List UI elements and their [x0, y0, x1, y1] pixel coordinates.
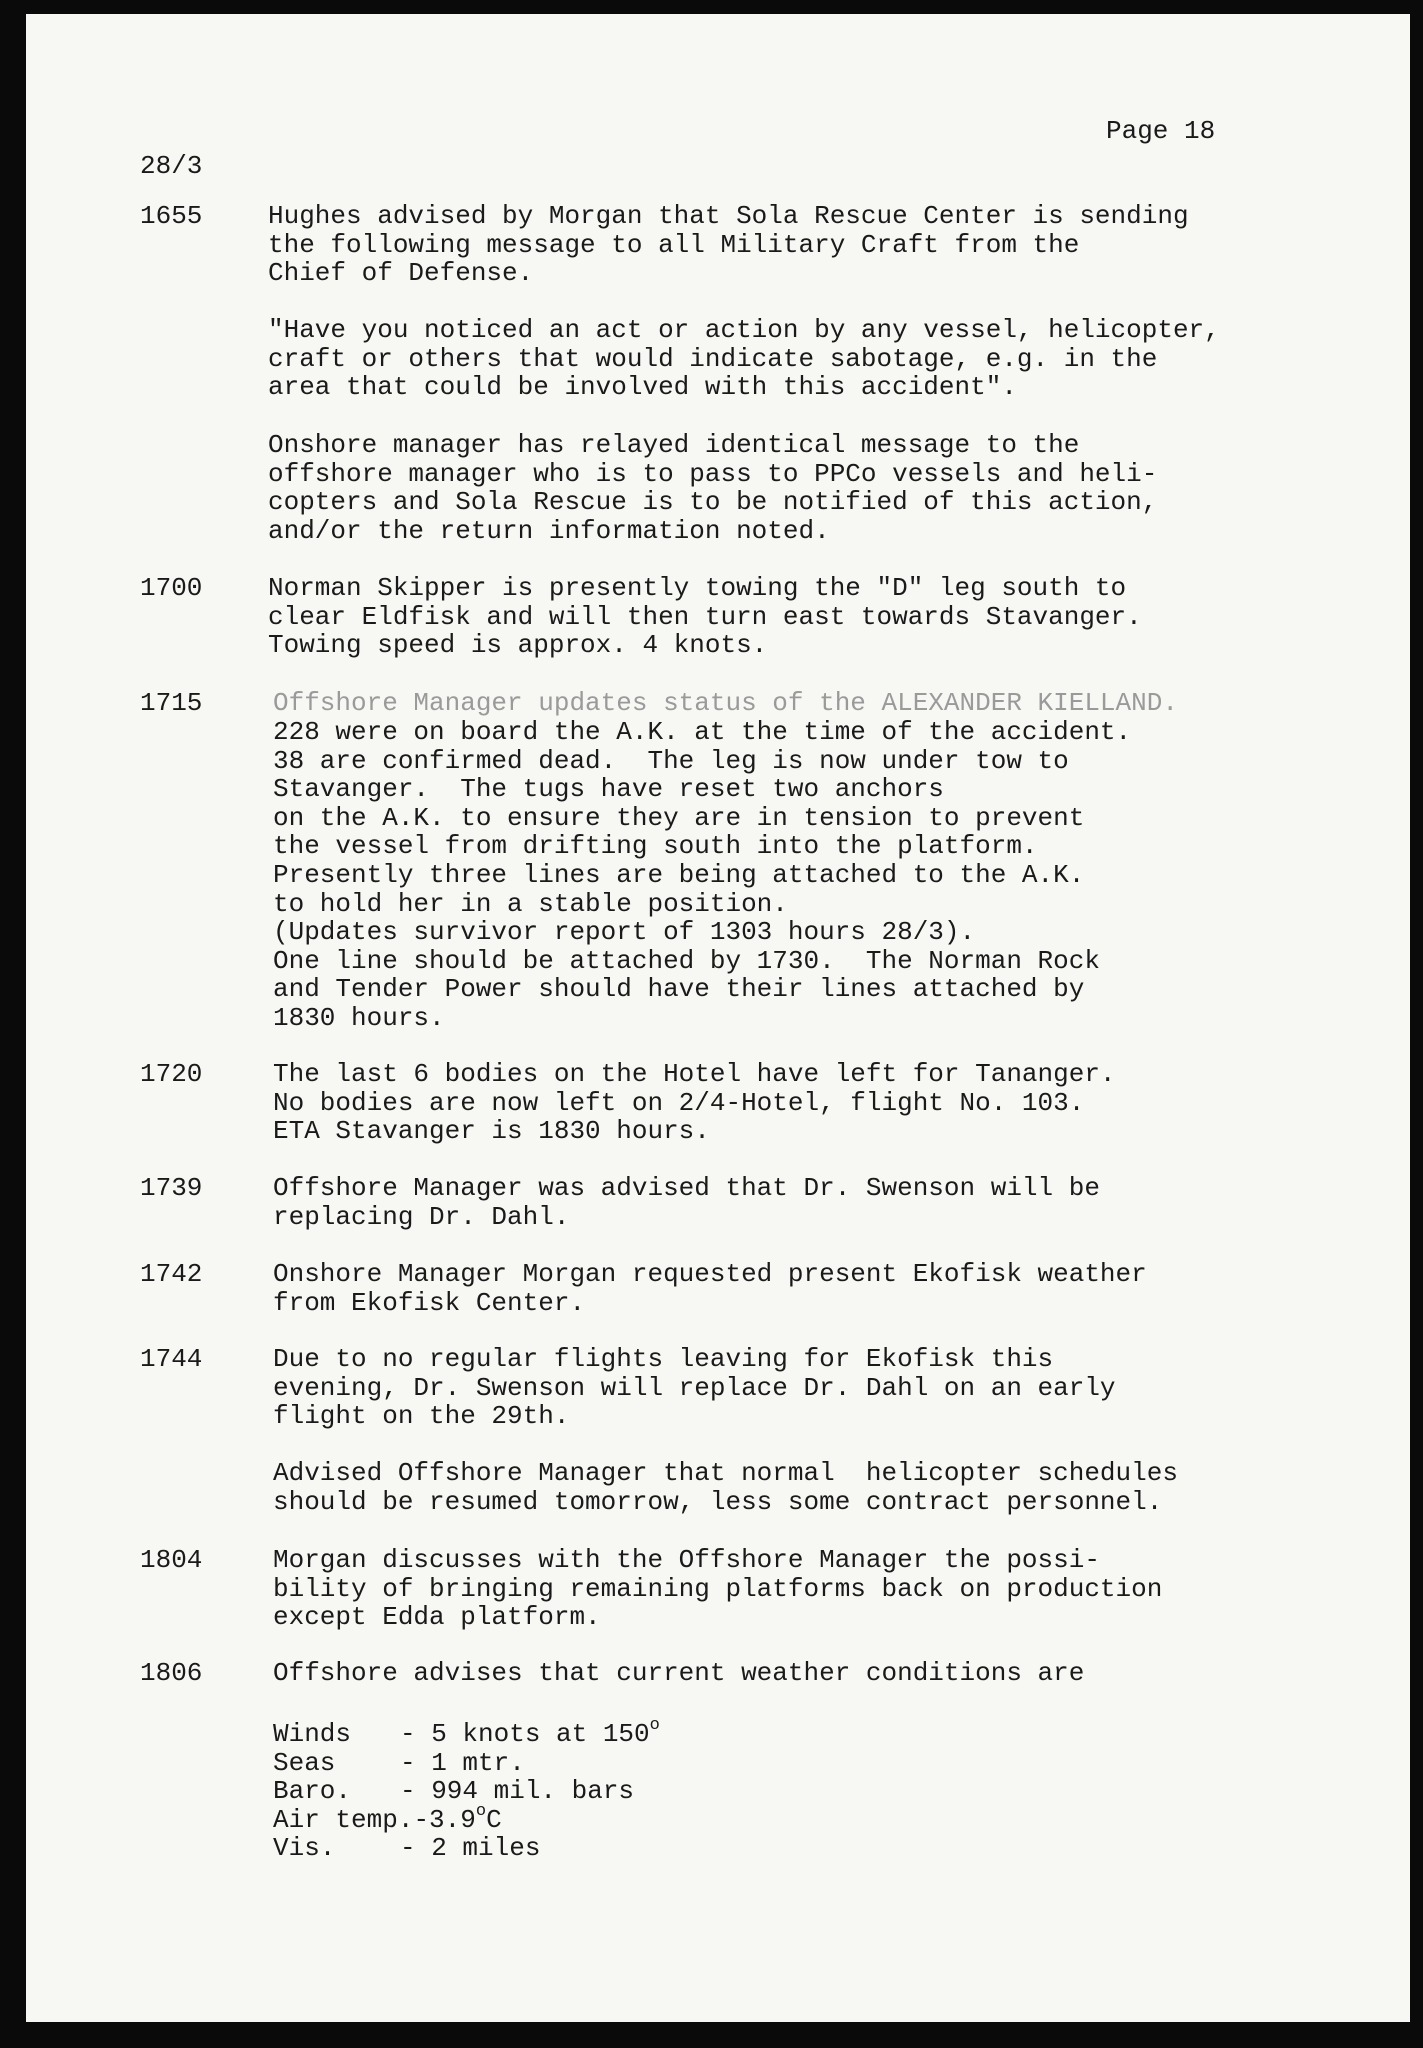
entry-time: 1720: [140, 1059, 203, 1089]
weather-label: Air temp.: [273, 1805, 414, 1835]
weather-winds-value: - 5 knots at 150: [400, 1719, 650, 1749]
entry-paragraph: Hughes advised by Morgan that Sola Rescue Center is sending the following message to all Military Craft from the Chief of Defense.: [268, 201, 1189, 289]
degree-symbol: o: [649, 1716, 660, 1735]
entry-time: 1700: [140, 573, 203, 603]
weather-value: - 2 miles: [400, 1833, 541, 1863]
entry-paragraph: Due to no regular flights leaving for Ekofisk this evening, Dr. Swenson will replace Dr. Dahl on an early flight on the 29th.: [273, 1344, 1116, 1432]
entry-time: 1739: [140, 1173, 203, 1203]
page-number: Page 18: [1106, 116, 1216, 146]
entry-paragraph: 228 were on board the A.K. at the time of the accident. 38 are confirmed dead. The leg is now under tow to Stavanger. The tugs have reset two anchors on the A.K. to ensure they are in tension to prevent the vessel from drifting south into the platform. Presently three lines are being attached to the A.K. to hold her in a stable position. (Updates survivor report of 1303 hours 28/3). One line should be attached by 1730. The Norman Rock and Tender Power should have their lines attached by 1830 hours.: [273, 717, 1132, 1033]
weather-label: Baro.: [273, 1776, 352, 1806]
weather-value: - 1 mtr.: [400, 1748, 525, 1778]
entry-header-line: Offshore Manager updates status of the ALEXANDER KIELLAND.: [273, 688, 1178, 718]
degree-symbol: o: [475, 1802, 487, 1821]
entry-paragraph: "Have you noticed an act or action by any vessel, helicopter, craft or others that would indicate sabotage, e.g. in the area that could be involved with this accident".: [268, 315, 1220, 403]
entry-time: 1715: [140, 688, 203, 718]
log-date: 28/3: [140, 151, 203, 181]
weather-air-value: -3.9: [413, 1805, 476, 1835]
entry-paragraph: Advised Offshore Manager that normal helicopter schedules should be resumed tomorrow, less some contract personnel.: [273, 1458, 1178, 1517]
entry-time: 1655: [140, 201, 203, 231]
entry-time: 1744: [140, 1344, 203, 1374]
entry-time: 1804: [140, 1545, 203, 1575]
entry-paragraph: Offshore advises that current weather conditions are: [273, 1658, 1085, 1688]
weather-label: Winds: [273, 1719, 352, 1749]
weather-value: - 994 mil. bars: [400, 1776, 635, 1806]
entry-time: 1806: [140, 1658, 203, 1688]
entry-paragraph: The last 6 bodies on the Hotel have left for Tananger. No bodies are now left on 2/4-Hotel, flight No. 103. ETA Stavanger is 1830 hours.: [273, 1059, 1116, 1147]
weather-label: Seas: [273, 1748, 336, 1778]
entry-paragraph: Morgan discusses with the Offshore Manager the possi- bility of bringing remaining platforms back on production except Edda platform.: [273, 1545, 1163, 1633]
entry-paragraph: Offshore Manager was advised that Dr. Swenson will be replacing Dr. Dahl.: [273, 1173, 1100, 1232]
entry-paragraph: Onshore manager has relayed identical message to the offshore manager who is to pass to PPCo vessels and heli- copters and Sola Rescue is to be notified of this action, and/or the return information noted.: [268, 430, 1158, 546]
entry-paragraph: Norman Skipper is presently towing the "D" leg south to clear Eldfisk and will then turn east towards Stavanger. Towing speed is approx. 4 knots.: [268, 573, 1142, 661]
entry-time: 1742: [140, 1259, 203, 1289]
temperature-unit: C: [486, 1805, 502, 1835]
document-page: [26, 14, 1410, 2022]
weather-label: Vis.: [273, 1833, 336, 1863]
entry-paragraph: Onshore Manager Morgan requested present Ekofisk weather from Ekofisk Center.: [273, 1259, 1147, 1318]
